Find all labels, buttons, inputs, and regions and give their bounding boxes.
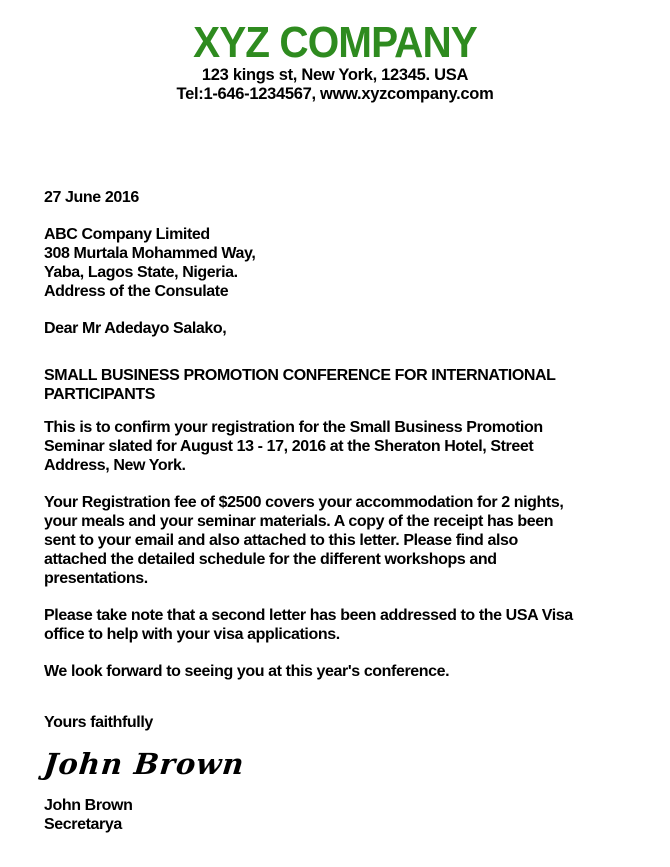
letter-date: 27 June 2016 <box>44 189 139 206</box>
company-contact: Tel:1-646-1234567, www.xyzcompany.com <box>176 85 494 103</box>
salutation: Dear Mr Adedayo Salako, <box>44 320 227 337</box>
company-address: 123 kings st, New York, 12345. USA <box>201 66 469 84</box>
paragraph-1: This is to confirm your registration for the Small Business Promotion Seminar slated for August 13 - 17, 2016 at the Sheraton Hotel, Street Address, New York. <box>44 419 543 474</box>
subject-line: SMALL BUSINESS PROMOTION CONFERENCE FOR INTERNATIONAL PARTICIPANTS <box>44 367 556 403</box>
sender-name: John Brown <box>44 797 133 814</box>
recipient-line-4: Address of the Consulate <box>44 283 229 300</box>
paragraph-3: Please take note that a second letter has been addressed to the USA Visa office to help with your visa applications. <box>44 607 573 643</box>
letter-body <box>0 188 612 834</box>
closing-valediction: Yours faithfully <box>44 714 153 731</box>
recipient-address <box>44 225 584 301</box>
letterhead <box>0 0 670 104</box>
handwritten-signature: John Brown <box>42 747 247 781</box>
recipient-line-2: 308 Murtala Mohammed Way, <box>44 245 256 262</box>
recipient-line-3: Yaba, Lagos State, Nigeria. <box>44 264 238 281</box>
company-name: XYZ COMPANY <box>193 18 477 67</box>
sender-title: Secretarya <box>44 816 122 833</box>
paragraph-4: We look forward to seeing you at this year's conference. <box>44 663 450 680</box>
paragraph-2: Your Registration fee of $2500 covers your accommodation for 2 nights, your meals and your seminar materials. A copy of the receipt has been sent to your email and also attached to this letter. Please find also attached the detailed schedule for the different workshops and presentations. <box>44 494 564 587</box>
recipient-line-1: ABC Company Limited <box>44 226 210 243</box>
